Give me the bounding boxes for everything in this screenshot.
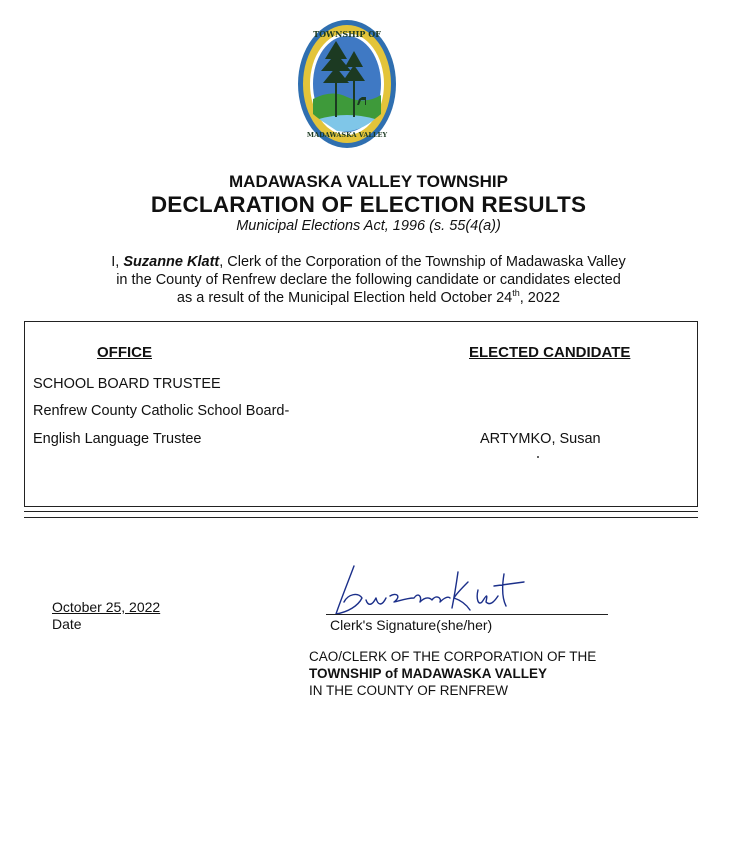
signature-line bbox=[326, 614, 608, 615]
elected-candidate: ARTYMKO, Susan bbox=[480, 431, 601, 447]
clerk-name: Suzanne Klatt bbox=[123, 254, 220, 270]
results-box bbox=[24, 321, 698, 507]
statement-line-2: in the County of Renfrew declare the following candidate or candidates elected bbox=[116, 272, 621, 288]
date-label: Date bbox=[52, 616, 82, 632]
office-line: English Language Trustee bbox=[33, 431, 202, 447]
document-title: DECLARATION OF ELECTION RESULTS bbox=[150, 192, 587, 217]
office-line: Renfrew County Catholic School Board- bbox=[33, 403, 290, 419]
statement-line-1: I, Suzanne Klatt, Clerk of the Corporation of the Township of Madawaska Valley bbox=[111, 254, 626, 270]
clerk-title-line-3: IN THE COUNTY OF RENFREW bbox=[309, 683, 509, 698]
logo-top-text: TOWNSHIP OF bbox=[313, 29, 381, 39]
elected-candidate-header: ELECTED CANDIDATE bbox=[469, 344, 631, 361]
act-reference: Municipal Elections Act, 1996 (s. 55(4(a)) bbox=[236, 218, 501, 234]
township-logo bbox=[297, 19, 397, 149]
signature-label: Clerk's Signature(she/her) bbox=[330, 617, 493, 633]
township-heading: MADAWASKA VALLEY TOWNSHIP bbox=[229, 172, 508, 191]
divider bbox=[24, 517, 698, 518]
office-line: SCHOOL BOARD TRUSTEE bbox=[33, 376, 221, 392]
declaration-statement bbox=[0, 253, 737, 307]
clerk-title-line-2: TOWNSHIP of MADAWASKA VALLEY bbox=[309, 666, 548, 681]
logo-bottom-text: MADAWASKA VALLEY bbox=[306, 131, 388, 139]
divider bbox=[24, 511, 698, 512]
office-header: OFFICE bbox=[97, 344, 152, 361]
clerk-title-line-1: CAO/CLERK OF THE CORPORATION OF THE bbox=[309, 649, 597, 664]
statement-line-3: as a result of the Municipal Election held October 24th, 2022 bbox=[176, 288, 561, 306]
stray-mark bbox=[537, 456, 539, 458]
clerk-title-block bbox=[309, 648, 596, 699]
signing-date: October 25, 2022 bbox=[52, 599, 161, 615]
